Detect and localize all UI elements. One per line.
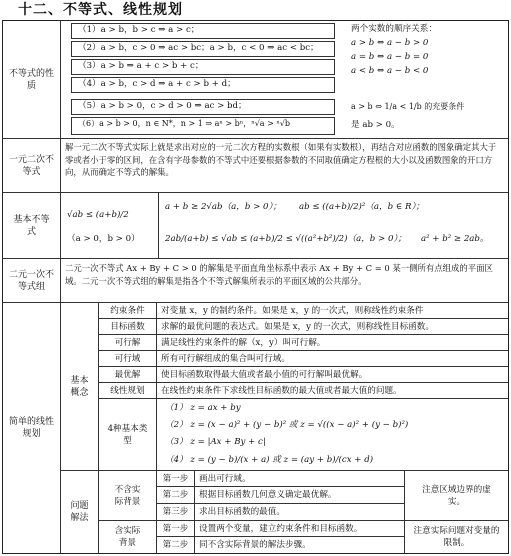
lp-term: 可行域: [99, 351, 157, 367]
ineq-item-4: （4）a > b，c > d ⇒ a + c > b + d；: [71, 77, 335, 93]
step-label: 第一步: [157, 521, 195, 537]
step-label: 第二步: [157, 487, 195, 504]
no-background-note: 注意区域边界的虚实。: [405, 471, 508, 521]
quad-text: 解一元二次不等式实际上就是求出对应的一元二次方程的实数根（如果有实数根），再结合对应函数的图象确定其大于零或者小于零的区间，在含有字母参数的不等式中还要根据参数的不同取值确定方程根的大小以及函数图象的开口方向，从而确定不等式的解集。: [61, 139, 508, 193]
step-text: 根据目标函数几何意义确定最优解。: [195, 487, 405, 504]
order-relation-line: a = b ⇔ a − b = 0: [351, 52, 429, 62]
basic-label: 基本不等式: [3, 193, 61, 259]
lp-types: [157, 399, 508, 471]
basic-main-formula: √ab ≤ (a+b)/2: [67, 210, 129, 220]
step-text: 求出目标函数的最值。: [195, 504, 405, 521]
no-background-label: 不含实际背景: [99, 471, 157, 521]
lp-term-def: 使目标函数取得最大值或者最小值的可行解叫最优解。: [157, 367, 508, 383]
lp-term-def: 在线性约束条件下求线性目标函数的最大值或者最大值的问题。: [157, 383, 508, 399]
order-relation-line: a < b ⇔ a − b < 0: [351, 66, 429, 76]
lp-term: 目标函数: [99, 319, 157, 335]
with-background-note: 注意实际问题对变量的限制。: [413, 526, 500, 548]
ineq-section: [61, 21, 508, 139]
step-text: 设置两个变量，建立约束条件和目标函数。: [195, 521, 405, 537]
step-label: 第三步: [157, 504, 195, 521]
lp-solve-label: 问题解法: [61, 471, 99, 553]
lp-type: （4） z = (y − b)/(x + a) 或 z = (ay + b)/(cx + d): [165, 455, 374, 465]
basic-left: [61, 193, 159, 259]
lp-term: 最优解: [99, 367, 157, 383]
ineq-item-2: （2）a > b，c > 0 ⇒ ac > bc；a > b，c < 0 ⇒ ac < bc；: [71, 41, 335, 57]
with-background-label: 含实际背景: [99, 521, 157, 553]
ineq-label: 不等式的性质: [3, 21, 61, 139]
basic-formula-1: a + b ≥ 2√ab（a，b > 0）；: [165, 202, 282, 212]
step-text: 同不含实际背景的解法步骤。: [195, 537, 405, 553]
binary-text: 二元一次不等式 Ax + By + C > 0 的解集是平面直角坐标系中表示 Ax + By + C = 0 某一侧所有点组成的平面区域。二元一次不等式组的解集是指各个不等式解集所表示的平面区域的公共部分。: [61, 259, 508, 303]
summary-table: [2, 20, 509, 554]
binary-label: 二元一次不等式组: [3, 259, 61, 303]
lp-concept-label: 基本概念: [61, 303, 99, 471]
lp-term-def: 求解的最优问题的表达式。如果是 x，y 的一次式，则称线性目标函数。: [157, 319, 508, 335]
quad-label: 一元二次不等式: [3, 139, 61, 193]
ineq-item-6: （6）a > b > 0，n ∈ N*，n > 1 ⇒ aⁿ > bⁿ，ⁿ√a > ⁿ√b: [71, 117, 335, 135]
order-relation-title: 两个实数的顺序关系：: [351, 24, 437, 34]
lp-term-def: 满足线性约束条件的解（x，y）叫可行解。: [157, 335, 508, 351]
order-relation-line: a > b ⇔ a − b > 0: [351, 38, 429, 48]
lp-term-def: 所有可行解组成的集合叫可行域。: [157, 351, 508, 367]
lp-types-label: 4种基本类型: [99, 399, 157, 471]
lp-type: （2） z = (x − a)² + (y − b)² 或 z = √((x − a)² + (y − b)²): [165, 420, 409, 430]
lp-type: （3） z = |Ax + By + c|: [165, 437, 266, 447]
ineq-item-1: （1）a > b，b > c ⇒ a > c；: [71, 23, 335, 39]
page-title: 十二、不等式、线性规划: [18, 2, 183, 18]
basic-formula-3: 2ab/(a+b) ≤ √ab ≤ (a+b)/2 ≤ √((a²+b²)/2)（a，b > 0）；: [165, 234, 407, 244]
basic-right: [159, 193, 508, 259]
lp-term: 约束条件: [99, 303, 157, 319]
basic-formula-2: ab ≤ ((a+b)/2)²（a，b ∈ R）；: [299, 202, 425, 212]
reciprocal-condition-tail: 是 ab > 0。: [351, 120, 400, 130]
lp-term-def: 对变量 x，y 的制约条件。如果是 x，y 的一次式，则称线性约束条件: [157, 303, 508, 319]
basic-main-condition: （a > 0，b > 0）: [67, 234, 140, 244]
lp-term: 线性规划: [99, 383, 157, 399]
reciprocal-condition: a > b ⇔ 1/a < 1/b 的充要条件: [351, 102, 465, 111]
basic-formula-4: a² + b² ≥ 2ab。: [421, 234, 489, 244]
ineq-item-5: （5）a > b > 0，c > d > 0 ⇒ ac > bd；: [71, 99, 335, 115]
ineq-item-3: （3）a > b ⇒ a + c > b + c；: [71, 59, 335, 75]
lp-term: 可行解: [99, 335, 157, 351]
step-label: 第二步: [157, 537, 195, 553]
lp-type: （1） z = ax + by: [165, 403, 241, 413]
step-label: 第一步: [157, 471, 195, 487]
step-text: 画出可行域。: [195, 471, 405, 487]
lp-label: 简单的线性规划: [3, 303, 61, 553]
